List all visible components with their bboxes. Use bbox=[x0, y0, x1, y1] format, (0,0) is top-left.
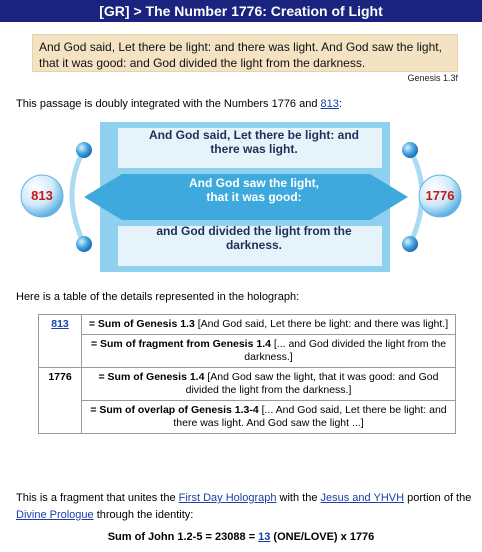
link-divine-prologue[interactable]: Divine Prologue bbox=[16, 509, 94, 521]
row-description bbox=[82, 401, 456, 434]
link-jesus-and-yhvh[interactable]: Jesus and YHVH bbox=[320, 492, 405, 504]
middle-box-line2: that it was good: bbox=[206, 190, 302, 204]
row-label: = Sum of Genesis 1.3 bbox=[88, 318, 195, 330]
row-label: = Sum of overlap of Genesis 1.3-4 bbox=[90, 404, 259, 416]
bottom-box-line1: and God divided the light from the bbox=[156, 224, 352, 238]
sphere-top-left bbox=[76, 142, 92, 158]
scripture-quote: And God said, Let there be light: and there was light. And God saw the light, that it was good: and God divided the light from the darkness. bbox=[32, 34, 458, 72]
table-row bbox=[39, 368, 456, 401]
row-label: = Sum of fragment from Genesis 1.4 bbox=[90, 338, 271, 350]
middle-box-line1: And God saw the light, bbox=[189, 176, 319, 190]
details-table bbox=[38, 314, 456, 434]
bottom-box-line2: darkness. bbox=[225, 238, 283, 252]
intro-text-after: : bbox=[338, 98, 342, 110]
left-arc bbox=[72, 150, 84, 244]
row-label: = Sum of Genesis 1.4 bbox=[98, 371, 205, 383]
sphere-bottom-right bbox=[402, 236, 418, 252]
row-number-cell bbox=[39, 315, 82, 368]
top-box-line1: And God said, Let there be light: and bbox=[148, 128, 359, 142]
row-description bbox=[82, 335, 456, 368]
scripture-reference: Genesis 1.3f bbox=[407, 73, 458, 83]
row-detail: [And God said, Let there be light: and there was light.] bbox=[194, 318, 449, 330]
link-813-table[interactable]: 813 bbox=[51, 318, 69, 330]
identity-equation bbox=[0, 531, 482, 543]
row-description bbox=[82, 315, 456, 335]
footer-text bbox=[16, 490, 476, 524]
link-13[interactable]: 13 bbox=[258, 531, 271, 543]
table-intro: Here is a table of the details represented in the holograph: bbox=[16, 291, 300, 303]
top-box-line2: there was light. bbox=[210, 142, 298, 156]
row-detail: [... and God divided the light from the darkness.] bbox=[244, 338, 447, 363]
identity-text-after: (ONE/LOVE) x 1776 bbox=[270, 531, 375, 543]
footer-text4: through the identity: bbox=[93, 509, 194, 521]
link-first-day-holograph[interactable]: First Day Holograph bbox=[178, 492, 277, 504]
bottom-box-text bbox=[120, 224, 388, 252]
intro-text bbox=[16, 98, 342, 110]
intro-text-before: This passage is doubly integrated with the Numbers 1776 and bbox=[16, 98, 321, 110]
node-1776-label: 1776 bbox=[425, 188, 455, 203]
table-row bbox=[39, 401, 456, 434]
page-title: [GR] > The Number 1776: Creation of Light bbox=[0, 0, 482, 22]
row-number-cell: 1776 bbox=[39, 368, 82, 434]
row-detail: [... And God said, Let there be light: and there was light. And God saw the light ...] bbox=[173, 404, 447, 429]
footer-text2: with the bbox=[276, 492, 321, 504]
footer-text1: This is a fragment that unites the bbox=[16, 492, 179, 504]
sphere-top-right bbox=[402, 142, 418, 158]
table-row bbox=[39, 335, 456, 368]
node-813-label: 813 bbox=[31, 188, 53, 203]
link-813[interactable]: 813 bbox=[320, 98, 339, 110]
middle-box-text bbox=[120, 176, 388, 204]
sphere-bottom-left bbox=[76, 236, 92, 252]
identity-text-before: Sum of John 1.2-5 = 23088 = bbox=[107, 531, 259, 543]
table-row bbox=[39, 315, 456, 335]
row-detail: [And God saw the light, that it was good: and God divided the light from the darkness.] bbox=[185, 371, 439, 396]
holograph-diagram bbox=[0, 118, 482, 278]
footer-text3: portion of the bbox=[404, 492, 472, 504]
top-box-text bbox=[120, 128, 388, 156]
row-description bbox=[82, 368, 456, 401]
